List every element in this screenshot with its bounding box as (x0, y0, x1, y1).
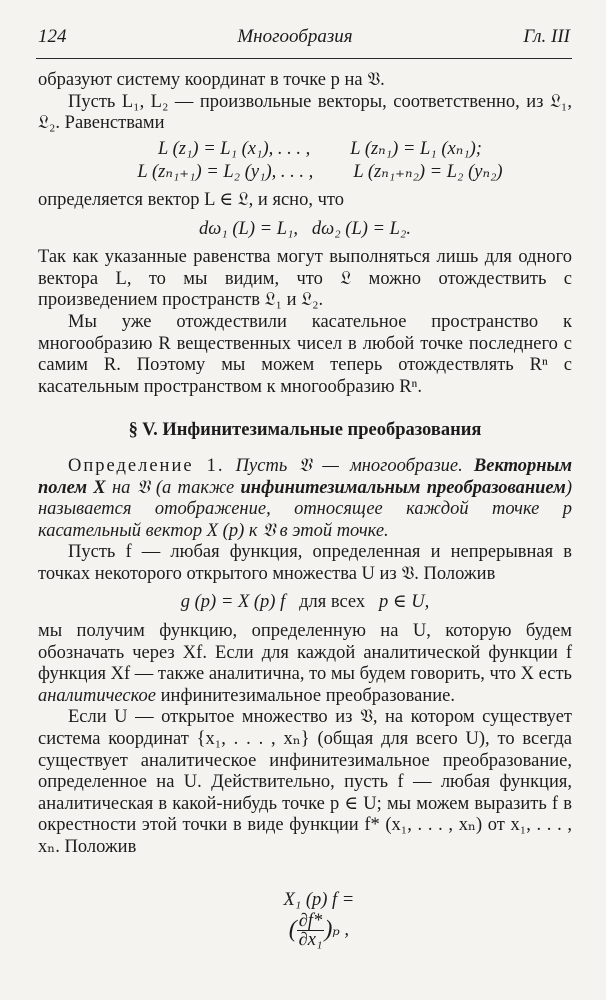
chapter-ref: Гл. III (523, 26, 570, 47)
paragraph: образуют систему координат в точке p на 𝔙. (38, 70, 385, 90)
definition (38, 456, 572, 542)
equation: L (zₙ₁₊ₙ₂) = L₂ (yₙ₂) (353, 162, 503, 183)
equation-rhs: p ∈ U, (379, 592, 430, 613)
section-heading: § V. Инфинитезимальные преобразования (128, 420, 482, 441)
paragraph: Мы уже отождествили касательное пространство к многообразию R вещественных чисел в любой точке последнего с самим R. Поэтому мы можем теперь отождествлять Rⁿ с касательным пространством к многообразию Rⁿ. (38, 311, 572, 397)
paragraph: Пусть f — любая функция, определенная и непрерывная в точках некоторого открытого множества U из 𝔙. Положив (38, 542, 572, 584)
paragraph: Так как указанные равенства могут выполняться лишь для одного вектора L, то мы видим, что 𝔏 можно отождествить с произведением пространств 𝔏₁ и 𝔏₂. (38, 247, 572, 311)
equation-lhs: g (p) = X (p) f (180, 592, 286, 613)
equation: L (z₁) = L₁ (x₁), . . . , (158, 138, 311, 159)
equation: X₁ (p) f = ( $\frac{\partial f*}{\text{∂x₁}}$ )ₚ , (283, 890, 355, 950)
paragraph: определяется вектор L ∈ 𝔏, и ясно, что (38, 189, 344, 210)
page-body (38, 70, 572, 977)
paragraph: Если U — открытое множество из 𝔙, на котором существует система координат {x₁, . . . , xₙ} (общая для всего U), то всегда существует аналитическое инфинитезимальное преобразование, определенное на U. Действительно, пусть f — любая функция, аналитическая в какой-нибудь точке p ∈ U; мы можем выразить f в окрестности этой точки в виде функции f* (x₁, . . . , xₙ) от x₁, . . . , xₙ. Положив (38, 707, 572, 857)
equation-tail: ₚ , (332, 919, 349, 940)
paragraph-text: инфинитезимальное преобразование. (156, 685, 455, 706)
equation-row (68, 139, 572, 161)
equation-lhs: X₁ (p) f = (283, 890, 355, 911)
definition-label: Определение 1. (68, 455, 225, 476)
fraction-numerator: ∂f* (298, 910, 323, 931)
equation: L (zₙ₁₊₁) = L₂ (y₁), . . . , (137, 162, 314, 183)
equation: dω₁ (L) = L₁, dω₂ (L) = L₂. (199, 218, 411, 239)
definition-text: ) называется отображение, относящее каждой точке p касательный вектор X (p) к 𝔙 в этой точке. (38, 477, 572, 541)
header-rule (36, 58, 572, 59)
definition-text: на 𝔙 (а также (105, 477, 241, 498)
definition-text: Пусть 𝔙 — многообразие. (224, 455, 474, 476)
page-number: 124 (38, 26, 67, 47)
running-header (38, 26, 570, 48)
definition-term: инфинитезимальным преобразованием (240, 477, 566, 498)
equation (38, 592, 572, 614)
equation-row (68, 162, 572, 184)
equation-text: для всех (299, 592, 366, 613)
paragraph (38, 621, 572, 707)
emphasis: аналитическое (38, 685, 157, 706)
equation: L (zₙ₁) = L₁ (xₙ₁); (350, 138, 482, 159)
fraction-denominator: ∂x₁ (298, 929, 323, 950)
paragraph-text: мы получим функцию, определенную на U, которую будем обозначать через Xf. Если для каждой аналитической функции f функция Xf — также аналитична, то мы будем говорить, что X есть (38, 621, 572, 685)
fraction (297, 912, 325, 949)
definition-term: Векторным полем X (38, 455, 573, 498)
chapter-title: Многообразия (237, 26, 353, 47)
paragraph: Пусть L₁, L₂ — произвольные векторы, соответственно, из 𝔏₁, 𝔏₂. Равенствами (38, 91, 572, 134)
